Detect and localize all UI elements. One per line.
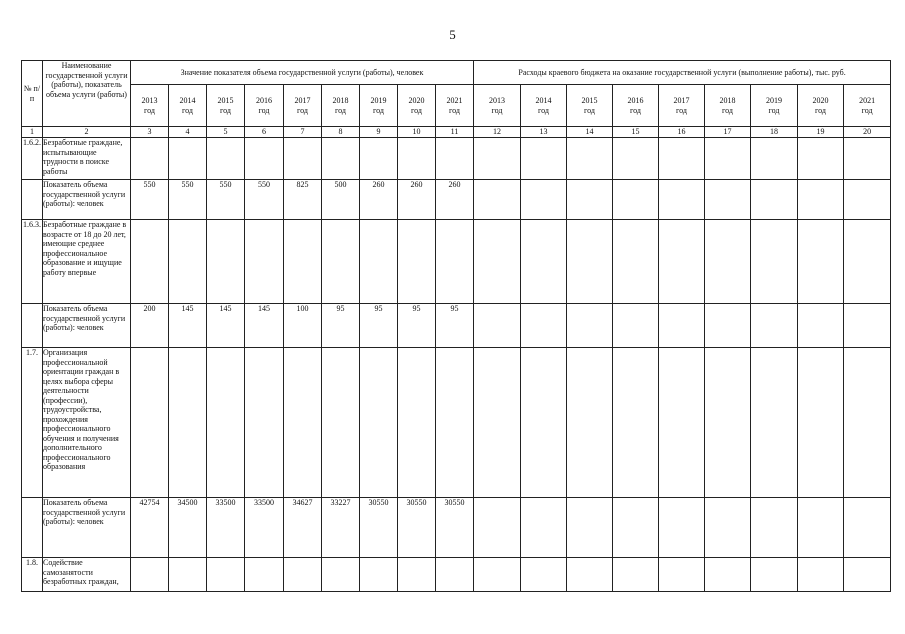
year-suffix: год: [258, 105, 270, 115]
year-label: 2013: [141, 96, 158, 105]
row-number: 1.6.3.: [22, 220, 43, 304]
budget-value-2020: [798, 558, 844, 592]
budget-value-2017: [659, 304, 705, 348]
year-label: 2018: [719, 96, 736, 105]
row-number: [22, 304, 43, 348]
budget-value-2015: [567, 558, 613, 592]
volume-value-2015: 33500: [207, 498, 245, 558]
volume-value-2015: [207, 138, 245, 180]
budget-value-2017: [659, 558, 705, 592]
volume-value-2017: [284, 220, 322, 304]
row-number: 1.8.: [22, 558, 43, 592]
budget-value-2021: [844, 558, 891, 592]
budget-value-2015: [567, 180, 613, 220]
budget-value-2013: [474, 304, 521, 348]
budget-value-2014: [521, 498, 567, 558]
budget-value-2020: [798, 220, 844, 304]
budget-value-2020: [798, 498, 844, 558]
budget-year-2018: [705, 85, 751, 127]
column-number: 16: [659, 127, 705, 138]
budget-year-2017: [659, 85, 705, 127]
budget-year-2016: [613, 85, 659, 127]
volume-value-2015: 145: [207, 304, 245, 348]
volume-value-2013: 42754: [131, 498, 169, 558]
budget-value-2018: [705, 138, 751, 180]
volume-value-2020: [398, 348, 436, 498]
table-row: [22, 180, 891, 220]
row-number: [22, 180, 43, 220]
volume-value-2013: 550: [131, 180, 169, 220]
budget-value-2018: [705, 180, 751, 220]
budget-value-2020: [798, 304, 844, 348]
budget-value-2016: [613, 180, 659, 220]
column-number: 18: [751, 127, 798, 138]
year-suffix: год: [144, 105, 155, 115]
budget-value-2018: [705, 558, 751, 592]
volume-value-2020: 260: [398, 180, 436, 220]
volume-year-2016: [245, 85, 284, 127]
volume-value-2014: 550: [169, 180, 207, 220]
volume-value-2021: 260: [436, 180, 474, 220]
budget-year-2021: [844, 85, 891, 127]
services-table: [21, 60, 891, 592]
budget-value-2015: [567, 138, 613, 180]
column-number: 14: [567, 127, 613, 138]
volume-value-2013: [131, 558, 169, 592]
volume-value-2015: 550: [207, 180, 245, 220]
budget-value-2017: [659, 348, 705, 498]
year-label: 2017: [294, 96, 311, 105]
volume-value-2020: 30550: [398, 498, 436, 558]
year-suffix: год: [630, 105, 641, 115]
budget-year-2014: [521, 85, 567, 127]
volume-value-2018: [322, 348, 360, 498]
header-budget-group: Расходы краевого бюджета на оказание государственной услуги (выполнение работы), тыс. руб.: [474, 61, 891, 85]
volume-value-2021: [436, 558, 474, 592]
year-label: 2015: [581, 96, 598, 105]
volume-value-2014: 145: [169, 304, 207, 348]
year-label: 2020: [408, 96, 425, 105]
year-label: 2021: [446, 96, 463, 105]
budget-value-2021: [844, 138, 891, 180]
volume-value-2015: [207, 220, 245, 304]
budget-value-2014: [521, 138, 567, 180]
page-number: 5: [449, 27, 456, 42]
budget-year-2020: [798, 85, 844, 127]
year-suffix: год: [538, 105, 549, 115]
volume-value-2017: 825: [284, 180, 322, 220]
budget-value-2019: [751, 138, 798, 180]
volume-value-2014: [169, 138, 207, 180]
budget-value-2018: [705, 220, 751, 304]
budget-value-2013: [474, 348, 521, 498]
table-row: [22, 304, 891, 348]
volume-value-2020: [398, 220, 436, 304]
volume-value-2016: [245, 348, 284, 498]
table-row: [22, 558, 891, 592]
volume-value-2017: [284, 558, 322, 592]
budget-value-2013: [474, 220, 521, 304]
volume-value-2013: 200: [131, 304, 169, 348]
volume-value-2018: [322, 558, 360, 592]
column-number: 13: [521, 127, 567, 138]
budget-value-2016: [613, 304, 659, 348]
header-num: № п/п: [22, 61, 43, 127]
budget-value-2015: [567, 220, 613, 304]
year-label: 2019: [766, 96, 783, 105]
year-suffix: год: [449, 105, 460, 115]
volume-value-2014: 34500: [169, 498, 207, 558]
year-suffix: год: [411, 105, 422, 115]
row-number: 1.6.2.: [22, 138, 43, 180]
column-number: 1: [22, 127, 43, 138]
volume-value-2016: 550: [245, 180, 284, 220]
budget-value-2016: [613, 498, 659, 558]
budget-year-2019: [751, 85, 798, 127]
year-label: 2014: [535, 96, 552, 105]
volume-value-2018: 95: [322, 304, 360, 348]
volume-year-2018: [322, 85, 360, 127]
year-suffix: год: [861, 105, 873, 115]
budget-value-2014: [521, 180, 567, 220]
column-number: 11: [436, 127, 474, 138]
budget-value-2014: [521, 304, 567, 348]
year-label: 2017: [673, 96, 690, 105]
volume-value-2016: 145: [245, 304, 284, 348]
volume-value-2019: 260: [360, 180, 398, 220]
volume-value-2021: 30550: [436, 498, 474, 558]
volume-year-2019: [360, 85, 398, 127]
year-suffix: год: [584, 105, 595, 115]
budget-value-2015: [567, 348, 613, 498]
column-number: 17: [705, 127, 751, 138]
budget-value-2019: [751, 558, 798, 592]
volume-value-2021: 95: [436, 304, 474, 348]
budget-value-2021: [844, 180, 891, 220]
budget-value-2016: [613, 558, 659, 592]
header-name: Наименование государственной услуги (работы), показатель объема услуги (работы): [43, 61, 131, 127]
table-row: [22, 138, 891, 180]
row-name: Показатель объема государственной услуги (работы): человек: [43, 498, 131, 558]
row-name: Безработные граждане в возрасте от 18 до 20 лет, имеющие среднее профессиональное образование и ищущие работу впервые: [43, 220, 131, 304]
budget-value-2019: [751, 220, 798, 304]
year-suffix: год: [768, 105, 780, 115]
table-row: [22, 348, 891, 498]
budget-value-2017: [659, 220, 705, 304]
budget-value-2019: [751, 304, 798, 348]
column-number: 3: [131, 127, 169, 138]
budget-value-2020: [798, 180, 844, 220]
year-label: 2015: [217, 96, 234, 105]
volume-value-2016: [245, 138, 284, 180]
column-number: 19: [798, 127, 844, 138]
volume-value-2015: [207, 348, 245, 498]
budget-value-2021: [844, 498, 891, 558]
row-name: Содействие самозанятости безработных граждан,: [43, 558, 131, 592]
budget-value-2021: [844, 220, 891, 304]
budget-value-2021: [844, 348, 891, 498]
column-number: 8: [322, 127, 360, 138]
column-number: 20: [844, 127, 891, 138]
budget-value-2015: [567, 498, 613, 558]
volume-year-2014: [169, 85, 207, 127]
volume-value-2019: [360, 558, 398, 592]
volume-value-2013: [131, 348, 169, 498]
row-number: [22, 498, 43, 558]
column-number: 5: [207, 127, 245, 138]
volume-value-2016: [245, 220, 284, 304]
table-row: [22, 498, 891, 558]
year-header-row: [22, 85, 891, 127]
budget-value-2016: [613, 138, 659, 180]
volume-value-2019: 95: [360, 304, 398, 348]
header-volume-group: Значение показателя объема государственной услуги (работы), человек: [131, 61, 474, 85]
column-number: 15: [613, 127, 659, 138]
year-label: 2018: [332, 96, 349, 105]
volume-value-2020: [398, 138, 436, 180]
volume-year-2017: [284, 85, 322, 127]
volume-value-2021: [436, 348, 474, 498]
volume-value-2020: 95: [398, 304, 436, 348]
budget-value-2018: [705, 304, 751, 348]
volume-value-2014: [169, 558, 207, 592]
column-number: 4: [169, 127, 207, 138]
budget-value-2020: [798, 348, 844, 498]
budget-value-2014: [521, 220, 567, 304]
budget-value-2015: [567, 304, 613, 348]
year-label: 2019: [370, 96, 387, 105]
budget-value-2014: [521, 558, 567, 592]
budget-value-2018: [705, 498, 751, 558]
budget-value-2017: [659, 180, 705, 220]
year-suffix: год: [220, 105, 231, 115]
budget-value-2016: [613, 220, 659, 304]
budget-value-2018: [705, 348, 751, 498]
volume-value-2018: 33227: [322, 498, 360, 558]
volume-value-2017: 100: [284, 304, 322, 348]
budget-value-2017: [659, 138, 705, 180]
year-suffix: год: [491, 105, 503, 115]
column-number: 6: [245, 127, 284, 138]
volume-value-2017: [284, 138, 322, 180]
budget-year-2013: [474, 85, 521, 127]
budget-value-2019: [751, 180, 798, 220]
volume-value-2019: 30550: [360, 498, 398, 558]
volume-value-2013: [131, 138, 169, 180]
budget-value-2019: [751, 498, 798, 558]
year-suffix: год: [182, 105, 193, 115]
volume-value-2017: [284, 348, 322, 498]
volume-value-2018: [322, 220, 360, 304]
volume-value-2021: [436, 220, 474, 304]
volume-year-2020: [398, 85, 436, 127]
year-label: 2013: [489, 96, 506, 105]
volume-value-2015: [207, 558, 245, 592]
budget-value-2017: [659, 498, 705, 558]
budget-value-2013: [474, 180, 521, 220]
year-suffix: год: [297, 105, 308, 115]
column-number: 9: [360, 127, 398, 138]
row-name: Безработные граждане, испытывающие трудности в поиске работы: [43, 138, 131, 180]
column-number: 12: [474, 127, 521, 138]
volume-value-2013: [131, 220, 169, 304]
budget-value-2019: [751, 348, 798, 498]
year-suffix: год: [373, 105, 384, 115]
budget-year-2015: [567, 85, 613, 127]
column-number: 7: [284, 127, 322, 138]
year-suffix: год: [722, 105, 733, 115]
budget-value-2020: [798, 138, 844, 180]
volume-value-2014: [169, 220, 207, 304]
volume-year-2015: [207, 85, 245, 127]
volume-value-2014: [169, 348, 207, 498]
row-name: Организация профессиональной ориентации граждан в целях выбора сферы деятельности (профессии), трудоустройства, прохождения профессионального обучения и получения дополнительного профессионального образования: [43, 348, 131, 498]
year-label: 2016: [256, 96, 272, 105]
column-number: 2: [43, 127, 131, 138]
row-name: Показатель объема государственной услуги (работы): человек: [43, 304, 131, 348]
column-number-row: [22, 127, 891, 138]
row-number: 1.7.: [22, 348, 43, 498]
budget-value-2013: [474, 498, 521, 558]
volume-value-2019: [360, 138, 398, 180]
volume-value-2017: 34627: [284, 498, 322, 558]
volume-value-2020: [398, 558, 436, 592]
budget-value-2016: [613, 348, 659, 498]
volume-value-2019: [360, 220, 398, 304]
volume-value-2018: [322, 138, 360, 180]
year-suffix: год: [815, 105, 826, 115]
budget-value-2014: [521, 348, 567, 498]
budget-value-2021: [844, 304, 891, 348]
volume-value-2018: 500: [322, 180, 360, 220]
budget-value-2013: [474, 138, 521, 180]
volume-value-2016: 33500: [245, 498, 284, 558]
column-number: 10: [398, 127, 436, 138]
volume-value-2016: [245, 558, 284, 592]
year-label: 2016: [627, 96, 644, 105]
year-label: 2020: [812, 96, 829, 105]
volume-value-2021: [436, 138, 474, 180]
year-label: 2014: [179, 96, 196, 105]
row-name: Показатель объема государственной услуги (работы): человек: [43, 180, 131, 220]
budget-value-2013: [474, 558, 521, 592]
volume-value-2019: [360, 348, 398, 498]
table-row: [22, 220, 891, 304]
volume-year-2013: [131, 85, 169, 127]
year-suffix: год: [335, 105, 346, 115]
volume-year-2021: [436, 85, 474, 127]
year-suffix: год: [676, 105, 687, 115]
year-label: 2021: [859, 96, 876, 105]
